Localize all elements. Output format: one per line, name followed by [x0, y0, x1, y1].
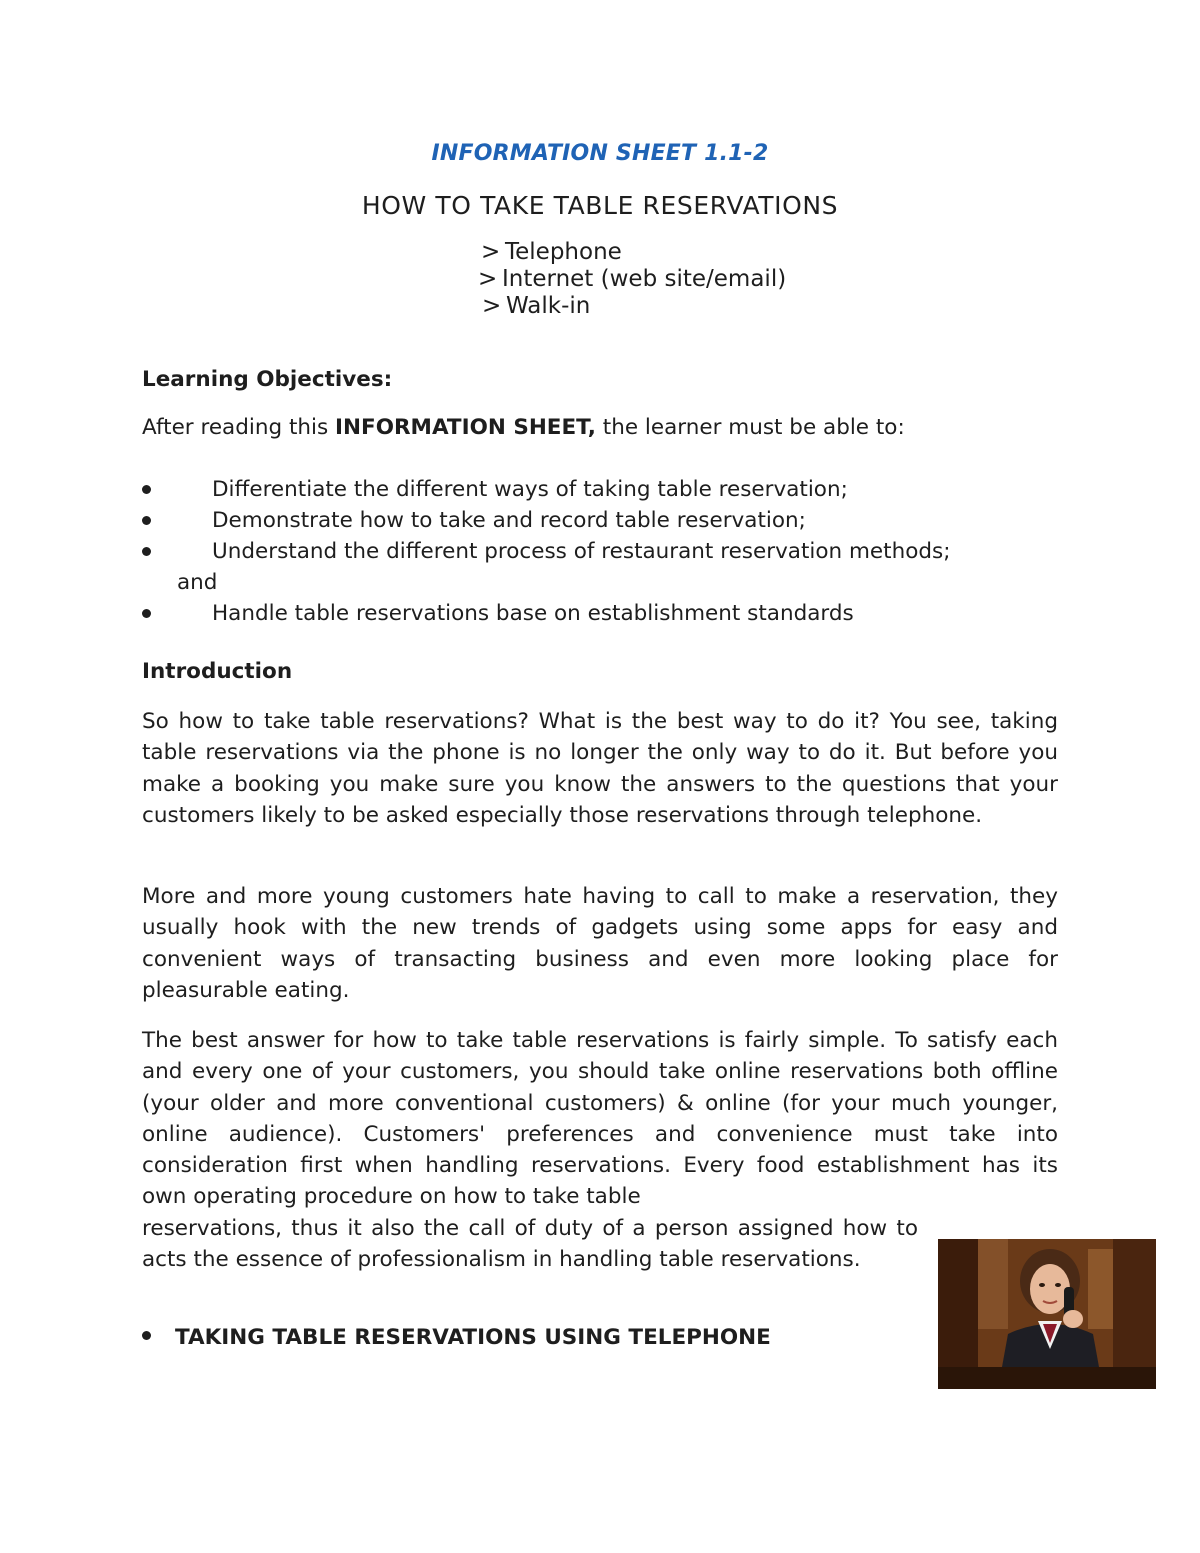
arrow-icon: > — [478, 266, 498, 292]
receptionist-on-phone-photo — [938, 1239, 1156, 1389]
method-item-internet: > Internet (web site/email) — [478, 266, 787, 292]
learning-objectives-heading: Learning Objectives: — [142, 367, 393, 392]
list-item: Handle table reservations base on establishment standards — [142, 598, 1072, 629]
introduction-paragraph-3: The best answer for how to take table reservations is fairly simple. To satisfy each and every one of your customers, you should take online reservations both offline (your older and more conventional customers) & online (for your much younger, online audience). Customers' preferences and convenience must take into consideration first when handling reservations. Every food establishment has its own operating procedure on how to take table — [142, 1028, 1058, 1210]
arrow-icon: > — [481, 239, 501, 265]
reservation-methods-list — [478, 239, 786, 320]
method-item-walk-in: > Walk-in — [482, 293, 591, 319]
photo-illustration — [938, 1239, 1156, 1389]
list-item: Demonstrate how to take and record table reservation; — [142, 505, 1072, 536]
method-item-telephone: > Telephone — [481, 239, 622, 265]
list-item: Understand the different process of restaurant reservation methods; — [142, 536, 1072, 567]
objectives-intro: After reading this INFORMATION SHEET, the learner must be able to: — [142, 415, 905, 440]
bullet-icon — [142, 1331, 151, 1340]
list-item: Differentiate the different ways of taking table reservation; — [142, 474, 1072, 505]
introduction-paragraph-1: So how to take table reservations? What is the best way to do it? You see, taking table reservations via the phone is no longer the only way to do it. But before you make a booking you make sure you know the answers to the questions that your customers likely to be asked especially those reservations through telephone. — [142, 709, 1058, 828]
section-bullet-heading: TAKING TABLE RESERVATIONS USING TELEPHONE — [142, 1325, 771, 1350]
bullet-icon — [142, 516, 151, 525]
sheet-label: INFORMATION SHEET 1.1-2 — [431, 141, 769, 166]
bullet-icon — [142, 547, 151, 556]
arrow-icon: > — [482, 293, 502, 319]
introduction-heading: Introduction — [142, 659, 293, 684]
introduction-paragraph-3-continued: reservations, thus it also the call of duty of a person assigned how to acts the essence of professionalism in handling table reservations. — [142, 1216, 918, 1273]
objectives-list — [142, 474, 1072, 629]
document-title: HOW TO TAKE TABLE RESERVATIONS — [361, 191, 839, 220]
bullet-icon — [142, 485, 151, 494]
bullet-icon — [142, 609, 151, 618]
introduction-paragraph-2: More and more young customers hate having to call to make a reservation, they usually hook with the new trends of gadgets using some apps for easy and convenient ways of transacting business and even more looking place for pleasurable eating. — [142, 884, 1058, 1003]
list-continuation: and — [177, 570, 218, 595]
